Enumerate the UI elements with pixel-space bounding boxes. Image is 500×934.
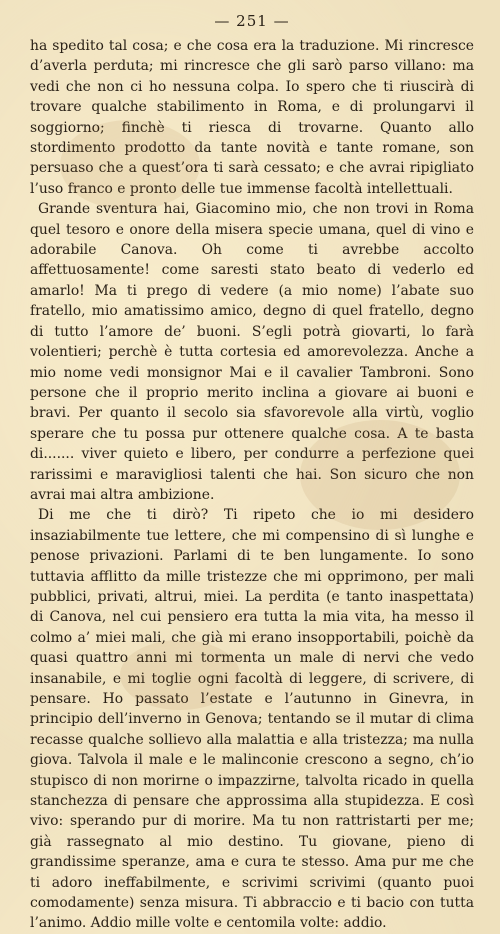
paragraph: Grande sventura hai, Giacomino mio, che non trovi in Roma quel tesoro e onore della misera specie umana, quel di vino e adorabile Canova. Oh come ti avrebbe accolto affettuosamente! come saresti stato beato di vederlo ed amarlo! Ma ti prego di vedere (a mio nome) l’abate suo fratello, mio amatissimo amico, degno di quel fratello, degno di tutto l’amore de’ buoni. S’egli potrà giovarti, lo farà volentieri; perchè è tutta cortesia ed amorevolezza. Anche a mio nome vedi monsignor Mai e il cavalier Tambroni. Sono persone che il proprio merito inclina a giovare ai buoni e bravi. Per quanto il secolo sia sfavorevole alla virtù, voglio sperare che tu possa pur ottenere qualche cosa. A te basta di....... viver quieto e libero, per condurre a perfezione quei rarissimi e maravigliosi talenti che hai. Son sicuro che non avrai mai altra ambizione. xyxy=(30,201,474,503)
page-number: — 251 — xyxy=(214,12,290,30)
paragraph: ha spedito tal cosa; e che cosa era la traduzione. Mi rincresce d’averla perduta; mi rincresce che gli sarò parso villano: ma vedi che non ci ho nessuna colpa. Io spero che ti riuscirà di trovare qualche stabilimento in Roma, e di prolungarvi il soggiorno; finchè ti riesca di trovarne. Quanto allo stordimento prodotto da tante novità e tante romane, son persuaso che a quest’ora ti sarà cessato; e che avrai ripigliato l’uso franco e pronto delle tue immense facoltà intellettuali. xyxy=(30,38,474,197)
paragraph: Di me che ti dirò? Ti ripeto che io mi desidero insaziabilmente tue lettere, che mi compensino di sì lunghe e penose privazioni. Parlami di te ben lungamente. Io sono tuttavia afflitto da mille tristezze che mi opprimono, per mali pubblici, privati, altrui, miei. La perdita (e tanto inaspettata) di Canova, nel cui pensiero era tutta la mia vita, ha messo il colmo a’ miei mali, che già mi erano insopportabili, poichè da quasi quattro anni mi tormenta un male di nervi che vedo insanabile, e mi toglie ogni facoltà di leggere, di scrivere, di pensare. Ho passato l’estate e l’autunno in Ginevra, in principio dell’inverno in Genova; tentando se il mutar di clima recasse qualche sollievo alla malattia e alla tristezza; ma nulla giova. Talvola il male e le malinconie crescono a segno, ch’io stupisco di non morirne o impazzirne, talvolta ricado in quella stanchezza di pensare che approssima alla stupidezza. E così vivo: sperando pur di morire. Ma tu non rattristarti per me; già rassegnato al mio destino. Tu giovane, pieno di grandissime speranze, ama e cura te stesso. Ama pur me che ti adoro ineffabilmente, e scrivimi scrivimi (quanto puoi comodamente) senza misura. Ti abbraccio e ti bacio con tutta l’animo. Addio mille volte e centomila volte: addio. xyxy=(30,507,474,932)
letter-body xyxy=(30,36,474,934)
